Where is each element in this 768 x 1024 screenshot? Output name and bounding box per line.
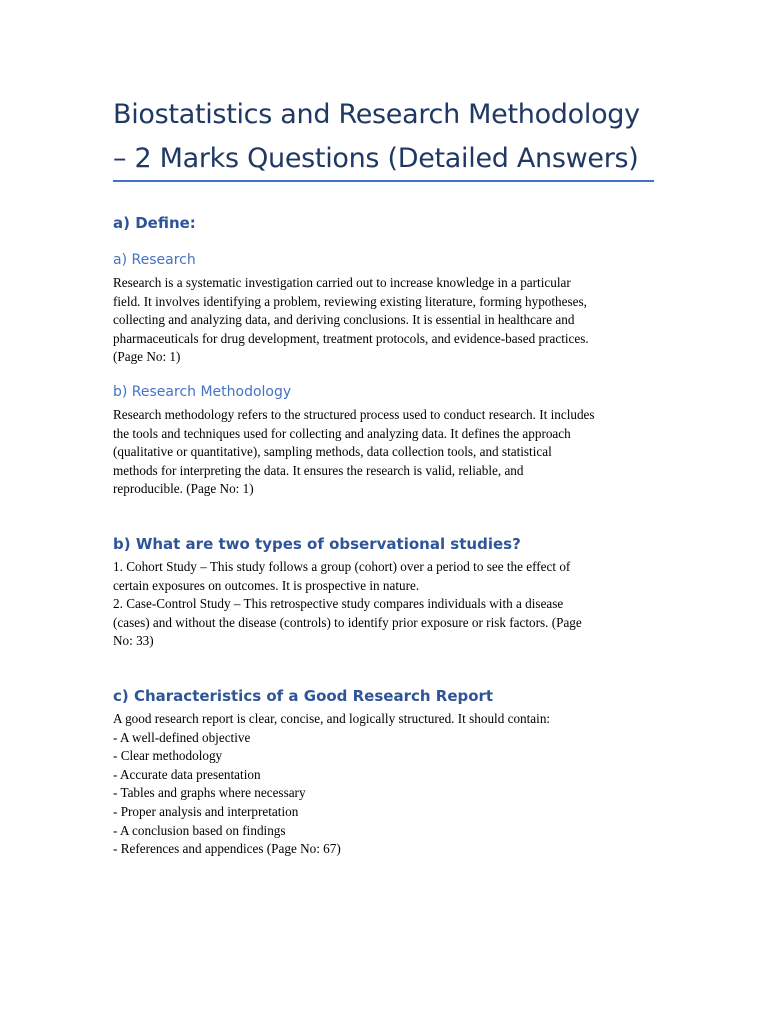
section-b-heading: b) What are two types of observational studies? (113, 535, 521, 553)
research-report-paragraph (113, 710, 658, 859)
list-item: - A well-defined objective (113, 729, 251, 745)
list-item: - Accurate data presentation (113, 766, 261, 782)
paragraph-line: the tools and techniques used for collecting and analyzing data. It defines the approach (113, 425, 571, 441)
list-item: - References and appendices (Page No: 67) (113, 841, 341, 857)
paragraph-line: A good research report is clear, concise, and logically structured. It should contain: (113, 711, 551, 726)
paragraph-line: (cases) and without the disease (controls) to identify prior exposure or risk factors. (Page (113, 614, 582, 630)
research-methodology-paragraph (113, 406, 658, 499)
list-item: - A conclusion based on findings (113, 822, 286, 838)
paragraph-line: (qualitative or quantitative), sampling methods, data collection tools, and statistical (113, 444, 552, 460)
paragraph-line: field. It involves identifying a problem, reviewing existing literature, forming hypotheses, (113, 293, 587, 309)
paragraph-line: 2. Case-Control Study – This retrospective study compares individuals with a disease (113, 596, 564, 612)
title-line-1: Biostatistics and Research Methodology (113, 99, 640, 130)
title-line-2: – 2 Marks Questions (Detailed Answers) (113, 143, 639, 174)
paragraph-line: (Page No: 1) (113, 349, 181, 365)
list-item: - Proper analysis and interpretation (113, 803, 299, 819)
observational-studies-paragraph (113, 558, 658, 651)
paragraph-line: reproducible. (Page No: 1) (113, 481, 254, 497)
section-a-heading: a) Define: (113, 214, 196, 232)
page-title (113, 93, 658, 181)
research-paragraph (113, 274, 658, 367)
list-item: - Clear methodology (113, 748, 223, 764)
section-c-heading: c) Characteristics of a Good Research Report (113, 687, 494, 705)
list-item: - Tables and graphs where necessary (113, 785, 306, 801)
paragraph-line: No: 33) (113, 633, 154, 649)
paragraph-line: collecting and analyzing data, and deriving conclusions. It is essential in healthcare and (113, 312, 575, 328)
paragraph-line: 1. Cohort Study – This study follows a group (cohort) over a period to see the effect of (113, 559, 571, 574)
paragraph-line: pharmaceuticals for drug development, treatment protocols, and evidence-based practices. (113, 330, 589, 346)
title-divider (113, 180, 654, 182)
paragraph-line: methods for interpreting the data. It ensures the research is valid, reliable, and (113, 462, 524, 478)
research-methodology-heading: b) Research Methodology (113, 384, 292, 400)
paragraph-line: Research methodology refers to the structured process used to conduct research. It includes (113, 407, 595, 422)
research-heading: a) Research (113, 252, 196, 268)
paragraph-line: Research is a systematic investigation carried out to increase knowledge in a particular (113, 275, 571, 290)
paragraph-line: certain exposures on outcomes. It is prospective in nature. (113, 577, 420, 593)
